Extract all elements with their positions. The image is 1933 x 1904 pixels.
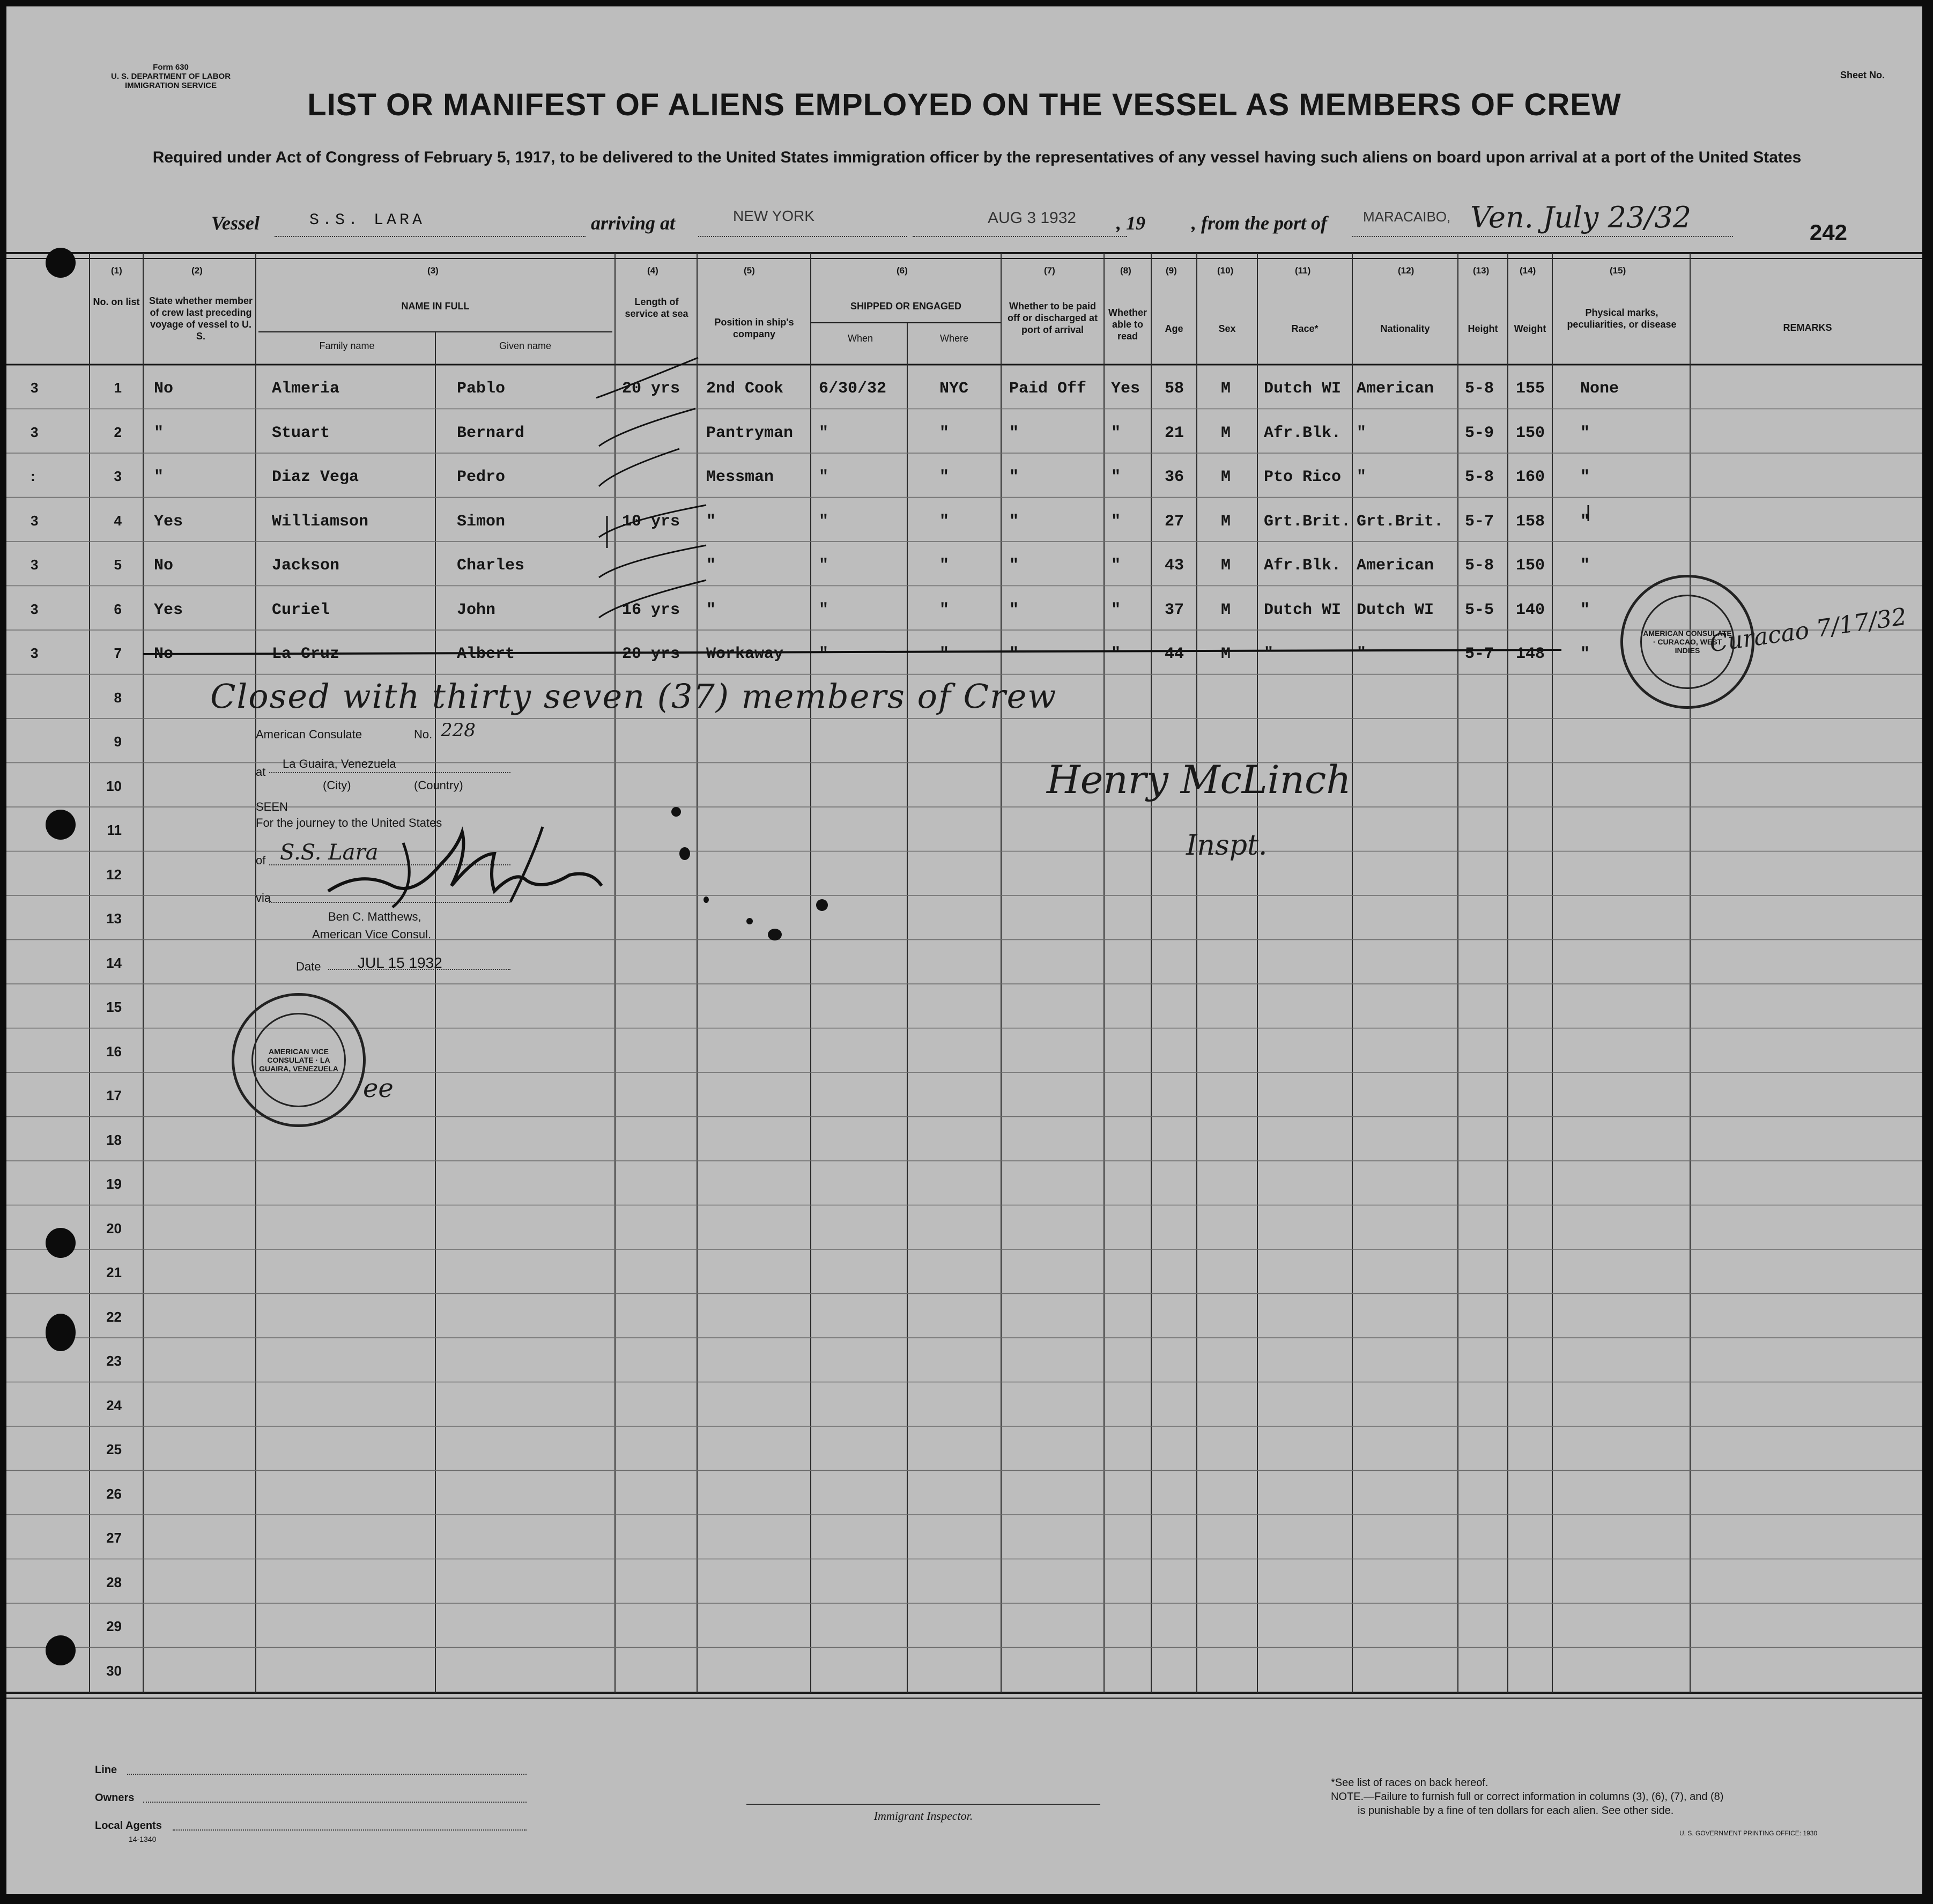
- cell-age: 21: [1165, 424, 1184, 442]
- cell-margin: 3: [31, 424, 39, 440]
- remarks-note-text: Curacao 7/17/32: [1708, 603, 1908, 658]
- cell-position: ": [706, 557, 716, 575]
- row-number: 5: [114, 557, 122, 573]
- row-number: 1: [114, 380, 122, 396]
- cell-margin: 3: [31, 645, 39, 661]
- consulate-seal-lower: [232, 993, 366, 1127]
- cell-nationality: ": [1357, 645, 1367, 663]
- row-number: 14: [106, 954, 122, 971]
- row-number: 13: [106, 910, 122, 927]
- from-port-label: , from the port of: [1191, 212, 1328, 234]
- cell-position: Messman: [706, 468, 774, 486]
- cell-age: 43: [1165, 557, 1184, 575]
- col-3-number: (3): [427, 265, 439, 276]
- year-label: , 19: [1116, 212, 1145, 234]
- fine-note: is punishable by a fine of ten dollars for each alien. See other side.: [1358, 1805, 1674, 1817]
- cell-marks: None: [1580, 380, 1619, 398]
- cell-age: 27: [1165, 512, 1184, 531]
- cell-race: Grt.Brit.: [1264, 512, 1351, 531]
- cell-where: ": [939, 512, 950, 531]
- cell-where: NYC: [939, 380, 969, 398]
- consulate-place: La Guaira, Venezuela: [283, 757, 396, 771]
- ink-spot: [671, 807, 681, 817]
- shipped-where-header: Where: [939, 333, 968, 344]
- cell-prev: ": [154, 468, 164, 486]
- cell-when: ": [819, 468, 829, 486]
- cell-given: Albert: [457, 645, 515, 663]
- cell-race: ": [1264, 645, 1274, 663]
- col-13-number: (13): [1473, 265, 1490, 276]
- cell-height: 5-8: [1465, 380, 1494, 398]
- cell-race: Dutch WI: [1264, 601, 1342, 619]
- ink-spot: [816, 899, 828, 911]
- cell-nationality: American: [1357, 380, 1434, 398]
- cell-read: ": [1111, 645, 1121, 663]
- consulate-seal-lower-text: AMERICAN VICE CONSULATE · LA GUAIRA, VENEZUELA: [259, 1047, 338, 1073]
- city-label: (City): [323, 779, 351, 792]
- cell-given: Pedro: [457, 468, 506, 486]
- cell-paid: ": [1009, 512, 1019, 531]
- col-1-label: No. on list: [93, 297, 140, 307]
- col-4-number: (4): [647, 265, 658, 276]
- cell-sex: M: [1221, 557, 1231, 575]
- date-stamp: JUL 15 1932: [358, 954, 442, 971]
- cell-when: ": [819, 557, 829, 575]
- cell-read: ": [1111, 424, 1121, 442]
- row-number: 7: [114, 645, 122, 661]
- row-number: 21: [106, 1264, 122, 1280]
- seen-label: SEEN: [256, 800, 288, 813]
- col-11-number: (11): [1295, 265, 1311, 276]
- cell-paid: ": [1009, 645, 1019, 663]
- row-number: 10: [106, 777, 122, 794]
- cell-family: Curiel: [272, 601, 330, 619]
- cell-margin: :: [31, 468, 35, 484]
- cell-given: John: [457, 601, 496, 619]
- row-number: 23: [106, 1353, 122, 1369]
- cell-given: Simon: [457, 512, 506, 531]
- cell-sex: M: [1221, 468, 1231, 486]
- country-label: (Country): [414, 779, 463, 792]
- line-label: Line: [95, 1764, 117, 1776]
- row-number: 30: [106, 1662, 122, 1679]
- cell-paid: Paid Off: [1009, 380, 1087, 398]
- cell-sex: M: [1221, 424, 1231, 442]
- cell-prev: No: [154, 557, 174, 575]
- owners-label: Owners: [95, 1792, 135, 1804]
- cell-marks: ": [1580, 645, 1590, 663]
- ink-spot: [746, 918, 753, 924]
- punch-hole: [46, 1228, 76, 1258]
- journey-label: For the journey to the United States: [256, 816, 442, 829]
- col-12-label: Nationality: [1380, 323, 1430, 334]
- cell-where: ": [939, 601, 950, 619]
- cell-height: 5-7: [1465, 645, 1494, 663]
- cell-margin: 3: [31, 380, 39, 396]
- row-number: 29: [106, 1618, 122, 1634]
- of-vessel-handwritten: S.S. Lara: [280, 840, 379, 865]
- owners-underline: [143, 1802, 527, 1803]
- form-code: 14-1340: [129, 1835, 157, 1843]
- col-1-number: (1): [111, 265, 122, 276]
- cell-prev: Yes: [154, 601, 183, 619]
- cell-service: 10 yrs: [622, 512, 680, 531]
- cell-family: Almeria: [272, 380, 340, 398]
- inspector-label: Immigrant Inspector.: [873, 1809, 973, 1822]
- cell-position: ": [706, 601, 716, 619]
- page-number: 242: [1809, 220, 1847, 245]
- inspector-title: Inspt.: [1186, 829, 1268, 862]
- cell-prev: No: [154, 645, 174, 663]
- vessel-name: S.S. LARA: [309, 211, 426, 229]
- page-title: LIST OR MANIFEST OF ALIENS EMPLOYED ON THE VESSEL AS MEMBERS OF CREW: [307, 87, 1621, 122]
- col-9-number: (9): [1166, 265, 1177, 276]
- ink-spot: [768, 929, 782, 940]
- cell-position: Workaway: [706, 645, 784, 663]
- row-number: 15: [106, 999, 122, 1015]
- cell-weight: 150: [1516, 557, 1545, 575]
- cell-margin: 3: [31, 601, 39, 617]
- col-10-number: (10): [1217, 265, 1234, 276]
- cell-service: 20 yrs: [622, 380, 680, 398]
- col-11-label: Race*: [1291, 323, 1319, 334]
- printer-note: U. S. GOVERNMENT PRINTING OFFICE: 1930: [1679, 1829, 1818, 1837]
- col-15-number: (15): [1610, 265, 1626, 276]
- row-number: 6: [114, 601, 122, 617]
- inspector-signature: Henry McLinch: [1047, 757, 1351, 802]
- cell-height: 5-5: [1465, 601, 1494, 619]
- table-grid: [6, 6, 1922, 1894]
- consulate-at-label: at: [256, 765, 266, 779]
- row-number: 24: [106, 1397, 122, 1413]
- cell-height: 5-8: [1465, 557, 1494, 575]
- col-4-label: Length of service at sea: [625, 297, 688, 319]
- cell-age: 36: [1165, 468, 1184, 486]
- row-number: 26: [106, 1485, 122, 1502]
- cell-marks: ": [1580, 557, 1590, 575]
- consulate-no-value: 228: [441, 720, 476, 741]
- col-8-label: Whether able to read: [1108, 307, 1147, 342]
- row-number: 19: [106, 1176, 122, 1192]
- row-number: 8: [114, 689, 122, 706]
- cell-margin: 3: [31, 512, 39, 529]
- cell-family: Jackson: [272, 557, 340, 575]
- cell-nationality: Dutch WI: [1357, 601, 1434, 619]
- cell-weight: 155: [1516, 380, 1545, 398]
- row-number: 28: [106, 1574, 122, 1590]
- row-number: 11: [107, 822, 122, 838]
- cell-age: 58: [1165, 380, 1184, 398]
- arriving-port: NEW YORK: [733, 208, 814, 224]
- consulate-line: American Consulate: [256, 728, 362, 741]
- cell-read: ": [1111, 557, 1121, 575]
- cell-marks: ": [1580, 424, 1590, 442]
- cell-where: ": [939, 645, 950, 663]
- cell-given: Pablo: [457, 380, 506, 398]
- cell-position: ": [706, 512, 716, 531]
- cell-marks: ": [1580, 512, 1590, 531]
- cell-given: Charles: [457, 557, 525, 575]
- col-8-number: (8): [1120, 265, 1131, 276]
- cell-service: 16 yrs: [622, 601, 680, 619]
- cell-read: ": [1111, 601, 1121, 619]
- failure-note: NOTE.—Failure to furnish full or correct information in columns (3), (6), (7), and (8): [1331, 1791, 1724, 1803]
- cell-race: Dutch WI: [1264, 380, 1342, 398]
- cell-weight: 160: [1516, 468, 1545, 486]
- cell-prev: Yes: [154, 512, 183, 531]
- cell-prev: No: [154, 380, 174, 398]
- col-10-label: Sex: [1218, 323, 1236, 334]
- row-number: 27: [106, 1530, 122, 1546]
- row-number: 16: [106, 1043, 122, 1060]
- cell-margin: 3: [31, 557, 39, 573]
- col-14-label: Weight: [1514, 323, 1546, 334]
- cell-when: ": [819, 645, 829, 663]
- page-subtitle: Required under Act of Congress of February 5, 1917, to be delivered to the United States immigration officer by the representatives of any vessel having such aliens on board upon arrival at a port of the United States: [152, 149, 1802, 166]
- from-port: MARACAIBO,: [1363, 209, 1451, 225]
- col-5-number: (5): [744, 265, 755, 276]
- manifest-sheet: [6, 6, 1922, 1894]
- via-label: via: [256, 891, 271, 905]
- cell-marks: ": [1580, 601, 1590, 619]
- agents-underline: [173, 1829, 527, 1831]
- consulate-seal-upper: [1620, 575, 1754, 709]
- cell-paid: ": [1009, 601, 1019, 619]
- punch-hole: [46, 1314, 76, 1351]
- cell-when: ": [819, 601, 829, 619]
- place-underline: [269, 772, 510, 773]
- col-12-number: (12): [1398, 265, 1414, 276]
- punch-hole: [46, 248, 76, 278]
- cell-family: La Cruz: [272, 645, 340, 663]
- cell-position: 2nd Cook: [706, 380, 784, 398]
- punch-hole: [46, 810, 76, 840]
- cell-nationality: ": [1357, 424, 1367, 442]
- cell-sex: M: [1221, 512, 1231, 531]
- date-label: Date: [296, 960, 321, 973]
- cell-when: 6/30/32: [819, 380, 887, 398]
- cell-nationality: ": [1357, 468, 1367, 486]
- row-number: 9: [114, 734, 122, 750]
- cell-weight: 140: [1516, 601, 1545, 619]
- cell-where: ": [939, 557, 950, 575]
- consul-name: Ben C. Matthews,: [328, 910, 421, 923]
- cell-read: ": [1111, 468, 1121, 486]
- service-name: IMMIGRATION SERVICE: [124, 81, 217, 90]
- row-number: 2: [114, 424, 122, 440]
- cell-marks: ": [1580, 468, 1590, 486]
- row-number: 3: [114, 468, 122, 484]
- consulate-no-label: No.: [414, 728, 433, 741]
- seal-tail-mark: ee: [363, 1073, 394, 1103]
- cell-read: Yes: [1111, 380, 1140, 398]
- closing-note: Closed with thirty seven (37) members of Crew: [210, 677, 1057, 716]
- cell-prev: ": [154, 424, 164, 442]
- row-number: 25: [106, 1441, 122, 1457]
- row-number: 20: [106, 1220, 122, 1236]
- cell-race: Afr.Blk.: [1264, 424, 1342, 442]
- row-number: 17: [106, 1087, 122, 1103]
- col-6-label: SHIPPED OR ENGAGED: [850, 301, 962, 312]
- cell-family: Williamson: [272, 512, 369, 531]
- handwritten-departure-date: Ven. July 23/32: [1470, 201, 1692, 234]
- cell-where: ": [939, 424, 950, 442]
- shipped-when-header: When: [847, 333, 873, 344]
- col-14-number: (14): [1520, 265, 1536, 276]
- of-label: of: [256, 854, 266, 867]
- col-6-number: (6): [897, 265, 908, 276]
- col-9-label: Age: [1165, 323, 1183, 334]
- cell-height: 5-8: [1465, 468, 1494, 486]
- cell-paid: ": [1009, 468, 1019, 486]
- local-agents-label: Local Agents: [95, 1820, 162, 1832]
- sheet-number-label: Sheet No.: [1840, 70, 1885, 80]
- cell-weight: 148: [1516, 645, 1545, 663]
- line-underline: [127, 1774, 527, 1775]
- cell-nationality: American: [1357, 557, 1434, 575]
- cell-service: 20 yrs: [622, 645, 680, 663]
- row-number: 12: [106, 866, 122, 883]
- department-name: U. S. DEPARTMENT OF LABOR: [111, 72, 231, 81]
- arrival-date-stamp: AUG 3 1932: [988, 209, 1077, 227]
- cell-height: 5-9: [1465, 424, 1494, 442]
- col-7-label: Whether to be paid off or discharged at port of arrival: [1007, 301, 1098, 335]
- cell-age: 44: [1165, 645, 1184, 663]
- races-note: *See list of races on back hereof.: [1331, 1777, 1488, 1789]
- cell-sex: M: [1221, 380, 1231, 398]
- cell-sex: M: [1221, 645, 1231, 663]
- ink-spot: [679, 847, 690, 860]
- cell-family: Stuart: [272, 424, 330, 442]
- cell-family: Diaz Vega: [272, 468, 359, 486]
- cell-when: ": [819, 512, 829, 531]
- col-2-label: State whether member of crew last preceding voyage of vessel to U. S.: [149, 295, 253, 342]
- col-7-number: (7): [1044, 265, 1055, 276]
- cell-position: Pantryman: [706, 424, 794, 442]
- cell-race: Pto Rico: [1264, 468, 1342, 486]
- cell-race: Afr.Blk.: [1264, 557, 1342, 575]
- cell-where: ": [939, 468, 950, 486]
- cell-read: ": [1111, 512, 1121, 531]
- cell-when: ": [819, 424, 829, 442]
- consul-title: American Vice Consul.: [312, 928, 432, 941]
- given-name-header: Given name: [499, 340, 552, 351]
- inspector-signature-line: [746, 1804, 1100, 1805]
- cell-age: 37: [1165, 601, 1184, 619]
- ink-spot: [703, 897, 709, 903]
- cell-sex: M: [1221, 601, 1231, 619]
- punch-hole: [46, 1635, 76, 1665]
- date-underline-consul: [328, 969, 510, 970]
- cell-weight: 150: [1516, 424, 1545, 442]
- remarks-header: REMARKS: [1783, 322, 1832, 333]
- cell-given: Bernard: [457, 424, 525, 442]
- cell-height: 5-7: [1465, 512, 1494, 531]
- row-number: 18: [106, 1131, 122, 1148]
- consulate-seal-upper-text: AMERICAN CONSULATE · CURACAO, WEST INDIES: [1643, 629, 1732, 655]
- cell-paid: ": [1009, 424, 1019, 442]
- cell-weight: 158: [1516, 512, 1545, 531]
- vessel-label: Vessel: [211, 212, 260, 234]
- col-15-label: Physical marks, peculiarities, or disease: [1567, 307, 1677, 330]
- col-5-label: Position in ship's company: [714, 317, 794, 339]
- col-3-label: NAME IN FULL: [401, 301, 470, 312]
- form-number: Form 630: [153, 63, 189, 72]
- family-name-header: Family name: [319, 340, 375, 351]
- consul-signature: [307, 821, 639, 918]
- arriving-label: arriving at: [591, 212, 676, 234]
- col-13-label: Height: [1468, 323, 1498, 334]
- row-number: 4: [114, 512, 122, 529]
- col-2-number: (2): [191, 265, 203, 276]
- cell-nationality: Grt.Brit.: [1357, 512, 1444, 531]
- cell-paid: ": [1009, 557, 1019, 575]
- row-number: 22: [106, 1308, 122, 1325]
